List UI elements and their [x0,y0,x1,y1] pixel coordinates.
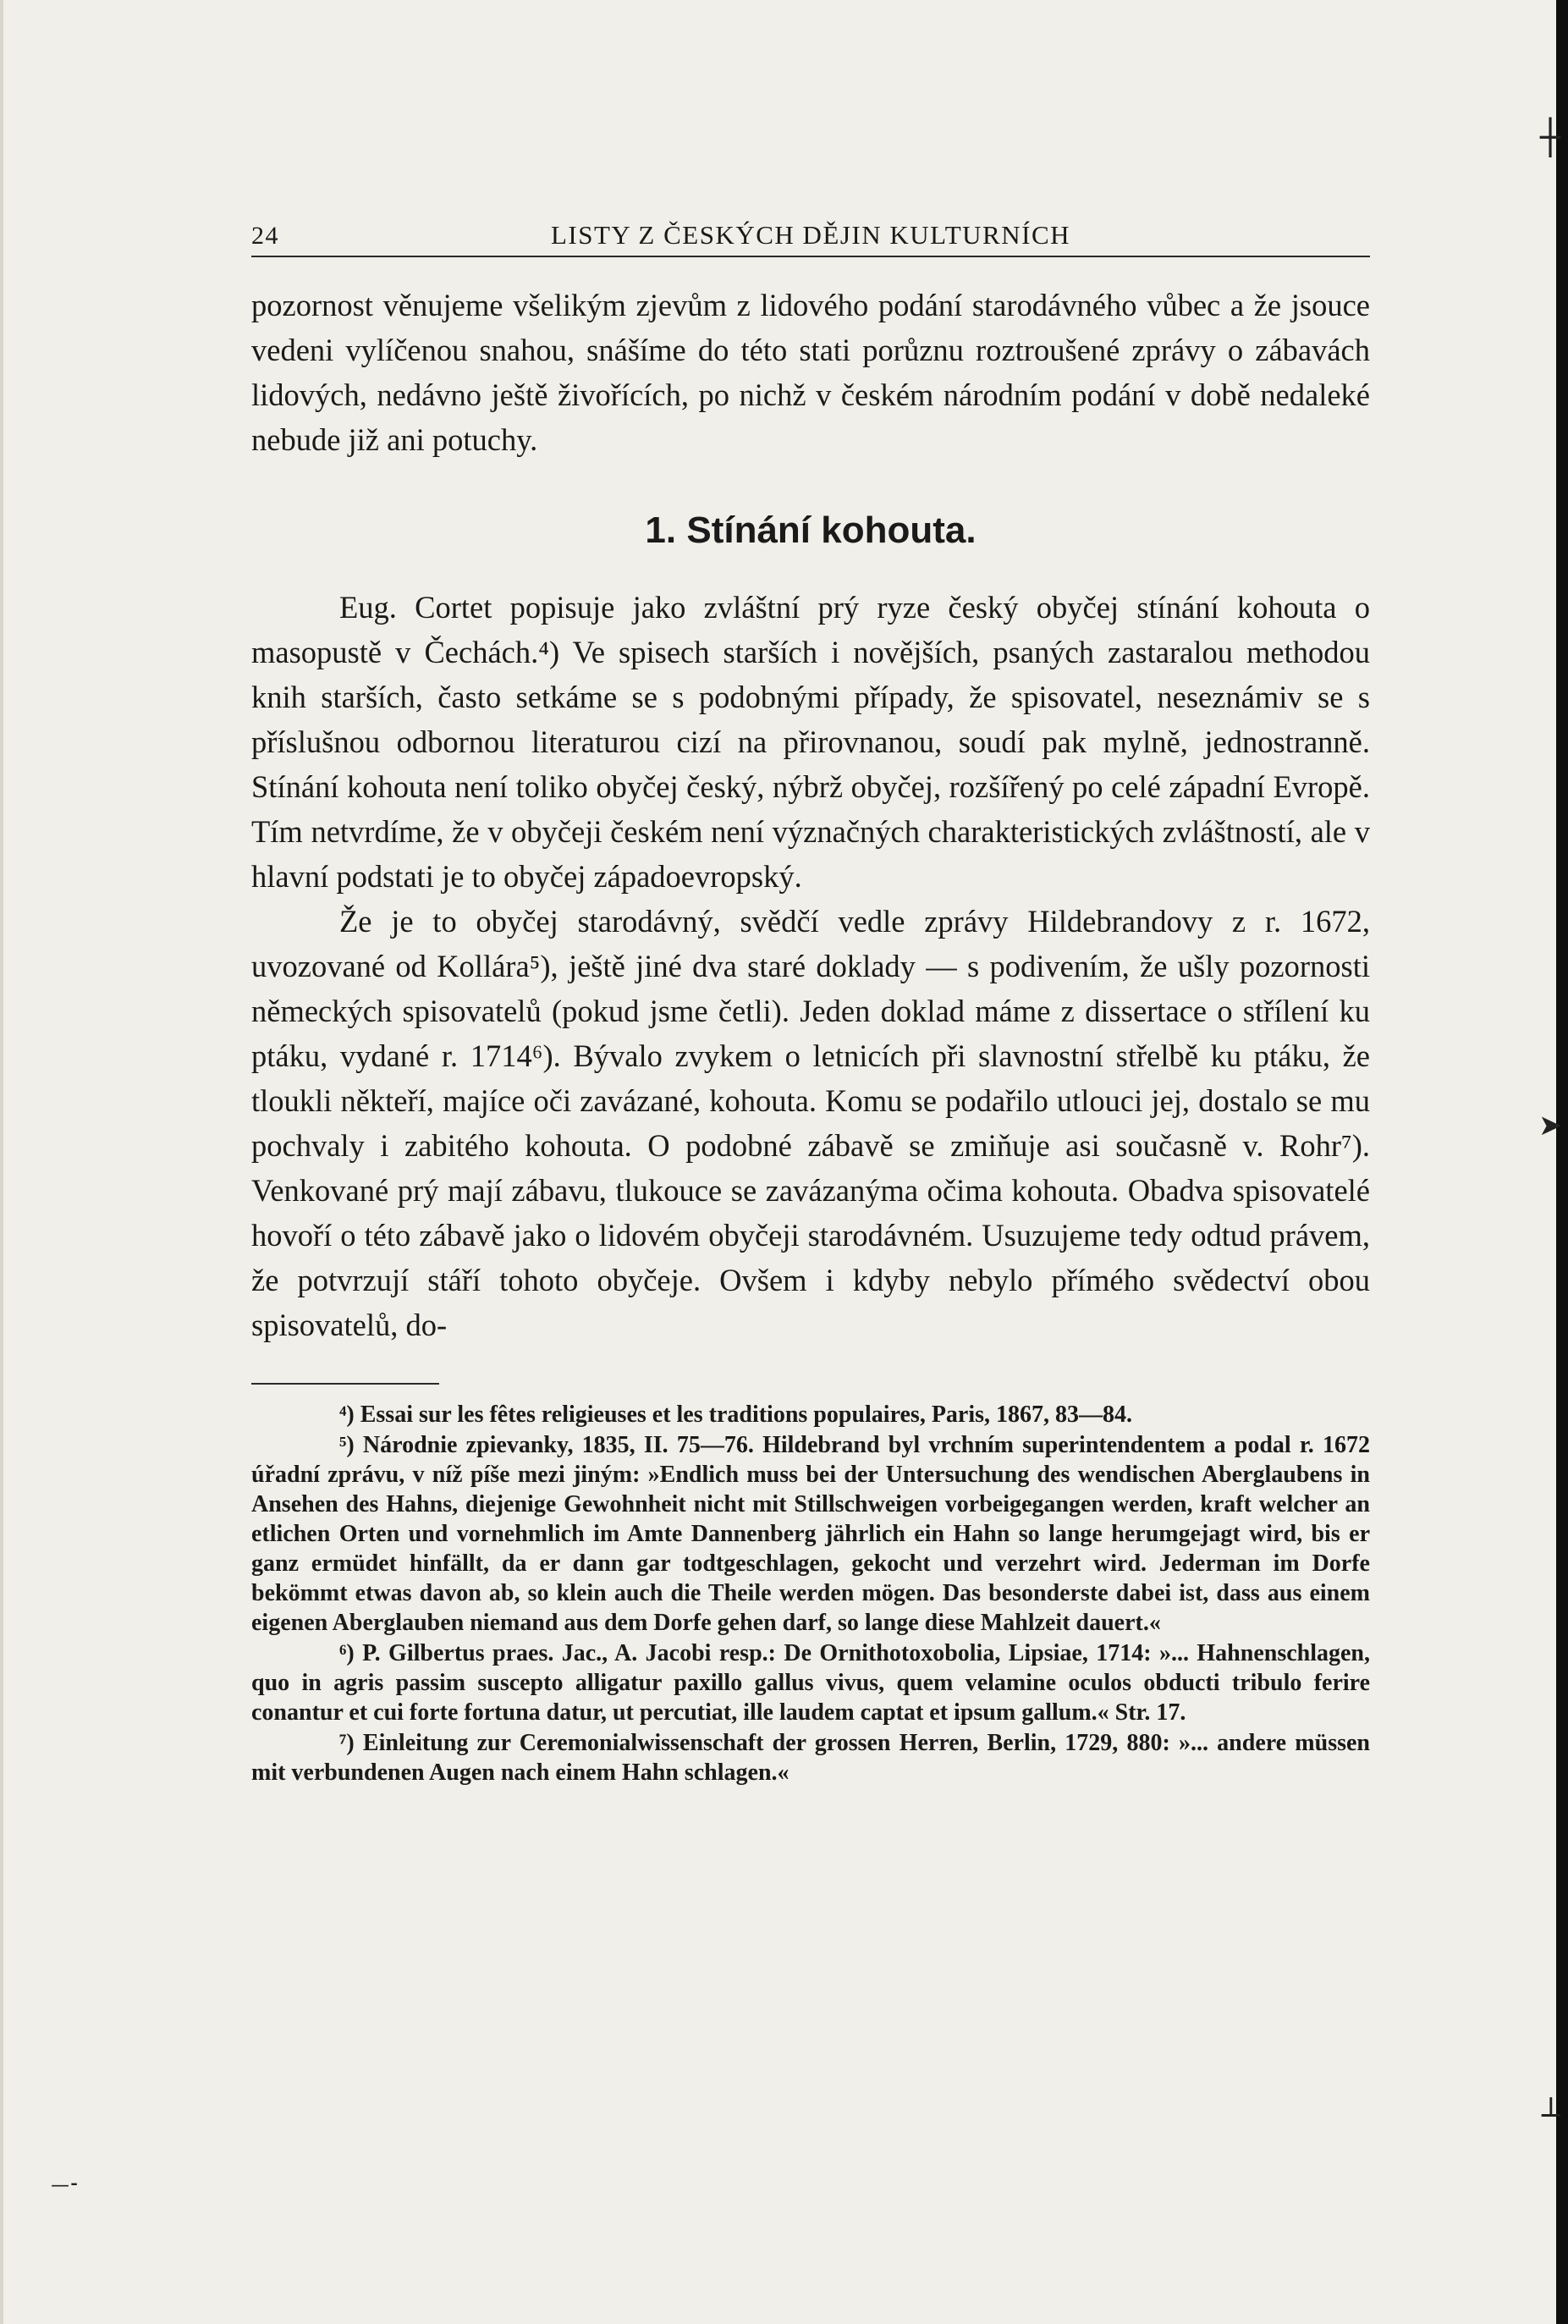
scan-artifact-mark: ┴ [1542,2099,1560,2134]
paragraph: Eug. Cortet popisuje jako zvláštní prý ryze český obyčej stínání kohouta o masopustě v Čechách.⁴) Ve spisech starších i novějších, psaných zastaralou methodou knih starších, často setkáme se s podobnými případy, že spisovatel, neseznámiv se s příslušnou odbornou literaturou cizí na přirovnanou, soudí pak mylně, jednostranně. Stínání kohouta není toliko obyčej český, nýbrž obyčej, rozšířený po celé západní Evropě. Tím netvrdíme, že v obyčeji českém není význačných charakteristických zvláštností, ale v hlavní podstati je to obyčej západoevropský. [251,590,1370,894]
scan-artifact-mark: ➤ [1538,1109,1563,1143]
footnote: ⁴) Essai sur les fêtes religieuses et les traditions populaires, Paris, 1867, 83—84. [339,1402,1133,1428]
scan-artifact-mark: —⁃ [51,2175,79,2196]
footnote-separator [251,1383,439,1385]
footnotes [251,1400,1370,1787]
footnote: ⁵) Národnie zpievanky, 1835, II. 75—76. Hildebrand byl vrchním superintendentem a podal r. 1672 úřadní zprávu, v níž píše mezi jiným: »Endlich muss bei der Untersuchung des wendischen Aberglaubens in Ansehen des Hahns, diejenige Gewohnheit nicht mit Stillschweigen vorbeigegangen werden, kraft welcher an etlichen Orten und vornehmlich im Amte Dannenberg jährlich ein Hahn so lange herumgejagt wird, bis er ganz ermüdet hinfällt, da er dann gar todtgeschlagen, gekocht und verzehrt wird. Jederman im Dorfe bekömmt etwas davon ab, so klein auch die Theile werden mögen. Das besonderste dabei ist, dass aus einem eigenen Aberglauben niemand aus dem Dorfe gehen darf, so lange diese Mahlzeit dauert.« [251,1432,1370,1636]
page-number: 24 [251,222,279,250]
book-page [251,218,1370,1788]
running-title: LISTY Z ČESKÝCH DĚJIN KULTURNÍCH [550,220,1071,250]
running-header [251,218,1370,257]
paragraph: Že je to obyčej starodávný, svědčí vedle zprávy Hildebrandovy z r. 1672, uvozované od Kollára⁵), ještě jiné dva staré doklady — s podivením, že ušly pozornosti německých spisovatelů (pokud jsme četli). Jeden doklad máme z dissertace o střílení ku ptáku, vydané r. 1714⁶). Bývalo zvykem o letnicích při slavnostní střelbě ku ptáku, že tloukli někteří, majíce oči zavázané, kohouta. Komu se podařilo utlouci jej, dostalo se mu pochvaly i zabitého kohouta. O podobné zábavě se zmiňuje asi současně v. Rohr⁷). Venkované prý mají zábavu, tlukouce se zavázanýma očima kohouta. Obadva spisovatelé hovoří o této zábavě jako o lidovém obyčeji starodávném. Usuzujeme tedy odtud právem, že potvrzují stáří tohoto obyčeje. Ovšem i kdyby nebylo přímého svědectví obou spisovatelů, do- [251,904,1370,1342]
footnote: ⁷) Einleitung zur Ceremonialwissenschaft der grossen Herren, Berlin, 1729, 880: »... andere müssen mit verbundenen Augen nach einem Hahn schlagen.« [251,1730,1370,1786]
section-heading: 1. Stínání kohouta. [645,509,977,551]
scan-left-edge [0,0,3,2324]
body-text [251,283,1370,1347]
paragraph: pozornost věnujeme všelikým zjevům z lidového podání starodávného vůbec a že jsouce vedeni vylíčenou snahou, snášíme do této stati porůznu roztroušené zprávy o zábavách lidových, nedávno ještě živořících, po nichž v českém národním podání v době nedaleké nebude již ani potuchy. [251,288,1370,457]
footnote: ⁶) P. Gilbertus praes. Jac., A. Jacobi resp.: De Ornithotoxobolia, Lipsiae, 1714: »... Hahnenschlagen, quo in agris passim suscepto alligatur paxillo gallus vivus, quem velamine oculos obducti tribulo ferire conantur et cui forte fortuna datur, ut percutiat, ille laudem captat et ipsum gallum.« Str. 17. [251,1640,1370,1726]
scan-artifact-mark: ┼ [1540,118,1561,157]
scan-right-edge [1556,0,1568,2324]
